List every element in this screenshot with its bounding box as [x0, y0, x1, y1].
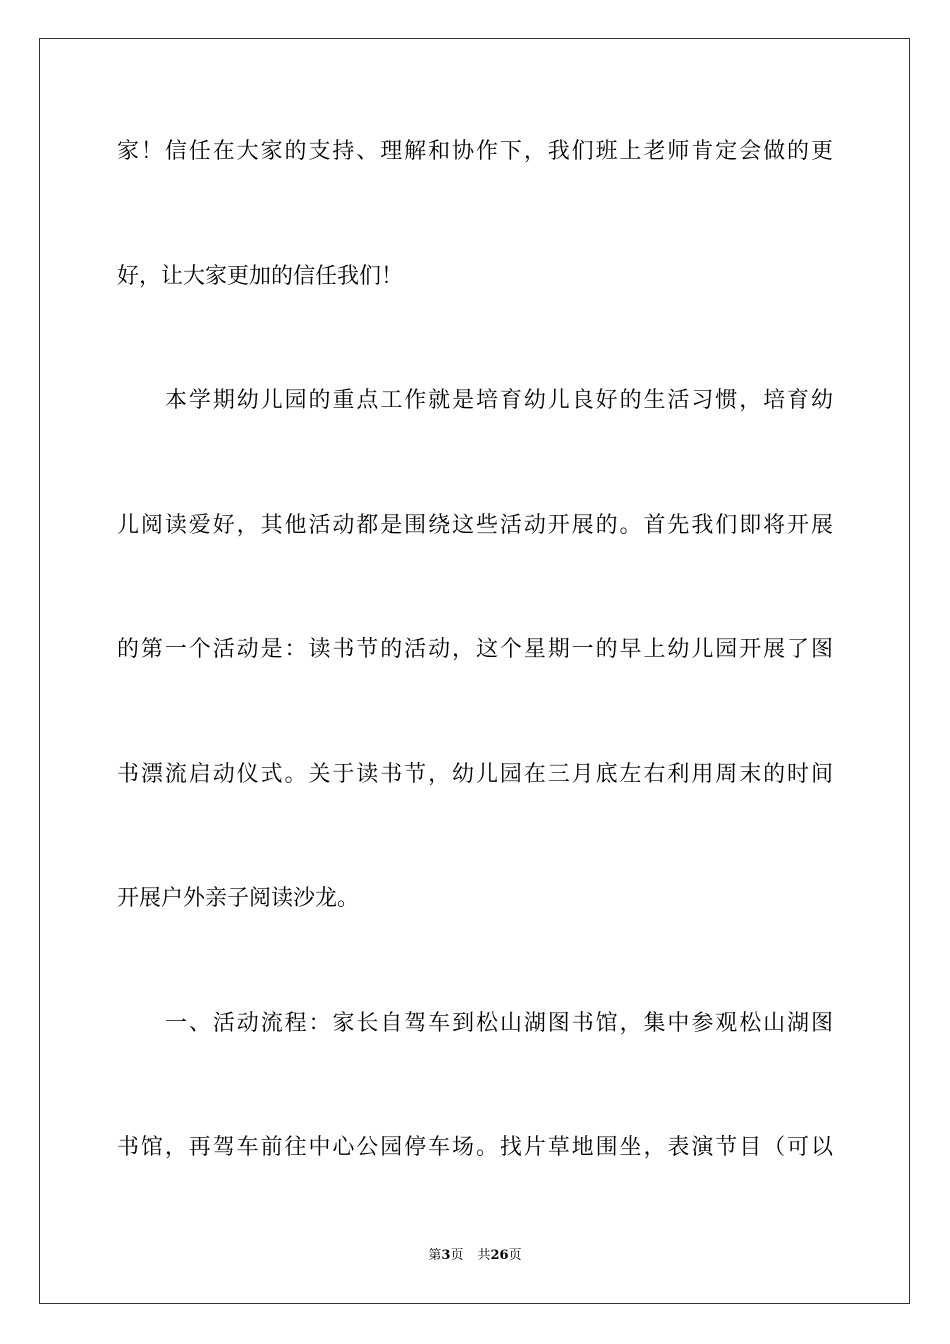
text-line-6: 书漂流启动仪式。关于读书节，幼儿园在三月底左右利用周末的时间: [117, 762, 833, 787]
text-line-5: 的第一个活动是：读书节的活动，这个星期一的早上幼儿园开展了图: [117, 637, 833, 662]
page-footer: [0, 1247, 950, 1265]
footer-total-unit: 页: [508, 1248, 522, 1263]
text-line-7: 开展户外亲子阅读沙龙。: [117, 886, 360, 911]
text-line-2: 好，让大家更加的信任我们！: [117, 264, 404, 289]
text-line-9: 书馆，再驾车前往中心公园停车场。找片草地围坐，表演节目（可以: [117, 1135, 833, 1160]
text-line-1: 家！信任在大家的支持、理解和协作下，我们班上老师肯定会做的更: [117, 139, 833, 164]
footer-total-prefix: 共: [477, 1248, 491, 1263]
text-line-3: 本学期幼儿园的重点工作就是培育幼儿良好的生活习惯，培育幼: [165, 388, 833, 413]
footer-page-prefix: 第: [428, 1248, 442, 1263]
footer-page-unit: 页: [450, 1248, 464, 1263]
footer-page-current: 3: [441, 1248, 451, 1263]
text-line-8: 一、活动流程：家长自驾车到松山湖图书馆，集中参观松山湖图: [165, 1011, 833, 1036]
footer-page-total: 26: [490, 1248, 509, 1263]
text-line-4: 儿阅读爱好，其他活动都是围绕这些活动开展的。首先我们即将开展: [117, 513, 833, 538]
page-frame: [39, 38, 910, 1304]
